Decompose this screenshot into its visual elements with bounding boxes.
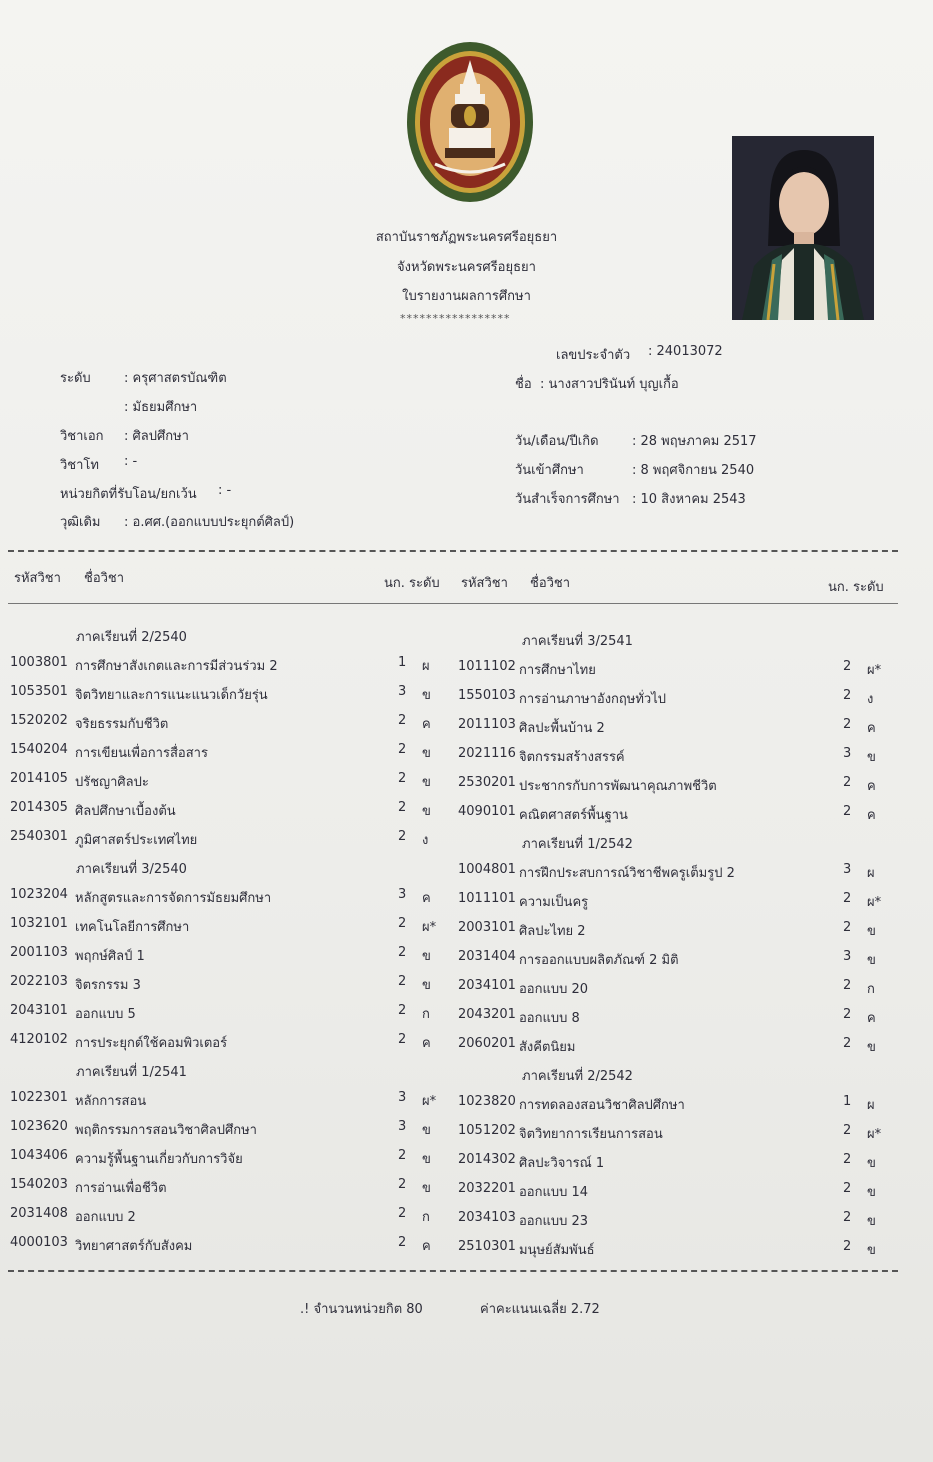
graduation-date-value: : 10 สิงหาคม 2543 [632, 492, 746, 507]
semester-heading: ภาคเรียนที่ 3/2541 [522, 634, 633, 649]
graduation-date-label: วันสำเร็จการศึกษา [515, 492, 620, 507]
course-code: 2540301 [10, 829, 68, 844]
course-code: 1540204 [10, 742, 68, 757]
course-code: 2011103 [458, 717, 516, 732]
course-name: ประชากรกับการพัฒนาคุณภาพชีวิต [519, 779, 717, 794]
course-code: 2060201 [458, 1036, 516, 1051]
course-grade: ข [867, 953, 876, 968]
minor-value: : - [124, 454, 138, 469]
student-name-value: : นางสาวปรินันท์ บุญเกื้อ [540, 377, 679, 392]
course-grade: ก [422, 1007, 430, 1022]
course-grade: ข [867, 1185, 876, 1200]
course-name: การออกแบบผลิตภัณฑ์ 2 มิติ [519, 953, 679, 968]
semester-heading: ภาคเรียนที่ 2/2542 [522, 1069, 633, 1084]
course-name: ปรัชญาศิลปะ [75, 775, 149, 790]
course-credit: 3 [843, 862, 852, 877]
institution-name: สถาบันราชภัฏพระนครศรีอยุธยา [375, 230, 558, 245]
course-code: 2014302 [458, 1152, 516, 1167]
course-credit: 2 [398, 1003, 407, 1018]
col-head-name-left: ชื่อวิชา [84, 571, 125, 586]
course-credit: 1 [398, 655, 407, 670]
course-name: ศิลปะพื้นบ้าน 2 [519, 721, 605, 736]
total-credits: .! จำนวนหน่วยกิต 80 [300, 1302, 423, 1317]
course-credit: 3 [398, 1090, 407, 1105]
course-name: ความเป็นครู [519, 895, 589, 910]
course-code: 4000103 [10, 1235, 68, 1250]
course-credit: 2 [398, 771, 407, 786]
course-credit: 2 [843, 1181, 852, 1196]
course-code: 2031408 [10, 1206, 68, 1221]
course-code: 1053501 [10, 684, 68, 699]
course-credit: 2 [398, 1032, 407, 1047]
course-code: 2031404 [458, 949, 516, 964]
table-header-rule [8, 603, 898, 604]
enter-date-label: วันเข้าศึกษา [515, 463, 584, 478]
semester-heading: ภาคเรียนที่ 1/2542 [522, 837, 633, 852]
course-code: 1540203 [10, 1177, 68, 1192]
course-credit: 2 [398, 1206, 407, 1221]
col-head-code-right: รหัสวิชา [461, 576, 508, 591]
course-grade: ข [867, 1243, 876, 1258]
course-credit: 2 [843, 1036, 852, 1051]
course-credit: 2 [398, 1148, 407, 1163]
course-credit: 2 [843, 1239, 852, 1254]
course-name: ศิลปะวิจารณ์ 1 [519, 1156, 605, 1171]
course-name: ออกแบบ 8 [519, 1011, 580, 1026]
course-credit: 3 [398, 684, 407, 699]
course-name: การเขียนเพื่อการสื่อสาร [75, 746, 208, 761]
course-grade: ผ* [867, 663, 882, 678]
course-name: ศิลปศึกษาเบื้องต้น [75, 804, 176, 819]
course-name: จิตวิทยาและการแนะแนวเด็กวัยรุ่น [75, 688, 268, 703]
course-credit: 2 [843, 659, 852, 674]
course-grade: ข [867, 1214, 876, 1229]
transfer-credits-label: หน่วยกิตที่รับโอน/ยกเว้น [60, 487, 197, 502]
course-code: 2022103 [10, 974, 68, 989]
course-credit: 2 [843, 891, 852, 906]
course-credit: 2 [843, 1152, 852, 1167]
course-name: วิทยาศาสตร์กับสังคม [75, 1239, 193, 1254]
course-name: เทคโนโลยีการศึกษา [75, 920, 190, 935]
course-name: หลักสูตรและการจัดการมัธยมศึกษา [75, 891, 272, 906]
course-grade: ข [867, 1156, 876, 1171]
semester-heading: ภาคเรียนที่ 1/2541 [76, 1065, 187, 1080]
table-bottom-rule [8, 1270, 898, 1272]
course-name: คณิตศาสตร์พื้นฐาน [519, 808, 628, 823]
course-name: พฤกษ์ศิลป์ 1 [75, 949, 145, 964]
course-credit: 3 [398, 1119, 407, 1134]
course-code: 2003101 [458, 920, 516, 935]
course-grade: ข [867, 924, 876, 939]
course-grade: ข [422, 804, 431, 819]
course-code: 1051202 [458, 1123, 516, 1138]
course-credit: 2 [398, 916, 407, 931]
course-grade: ก [422, 1210, 430, 1225]
major-label: วิชาเอก [60, 429, 104, 444]
col-head-code-left: รหัสวิชา [14, 571, 61, 586]
transfer-credits-value: : - [218, 483, 232, 498]
semester-heading: ภาคเรียนที่ 3/2540 [76, 862, 187, 877]
birth-date-label: วัน/เดือน/ปีเกิด [515, 434, 599, 449]
course-grade: ข [422, 978, 431, 993]
course-grade: ข [422, 1181, 431, 1196]
major-value: : ศิลปศึกษา [124, 429, 189, 444]
minor-label: วิชาโท [60, 458, 99, 473]
course-code: 1032101 [10, 916, 68, 931]
course-credit: 2 [398, 713, 407, 728]
course-grade: ผ [867, 866, 875, 881]
course-code: 4120102 [10, 1032, 68, 1047]
course-grade: ผ* [422, 1094, 437, 1109]
course-name: ออกแบบ 14 [519, 1185, 589, 1200]
course-credit: 2 [843, 920, 852, 935]
course-code: 4090101 [458, 804, 516, 819]
course-grade: ค [422, 891, 431, 906]
course-credit: 2 [843, 978, 852, 993]
course-name: ออกแบบ 23 [519, 1214, 589, 1229]
header-stars: ***************** [400, 312, 511, 325]
course-code: 1004801 [458, 862, 516, 877]
course-name: จิตกรรมสร้างสรรค์ [519, 750, 625, 765]
course-name: มนุษย์สัมพันธ์ [519, 1243, 595, 1258]
course-grade: ข [422, 688, 431, 703]
course-grade: ง [422, 833, 429, 848]
course-grade: ผ [422, 659, 430, 674]
course-credit: 2 [843, 688, 852, 703]
course-credit: 2 [843, 804, 852, 819]
course-name: จิตวิทยาการเรียนการสอน [519, 1127, 663, 1142]
course-credit: 3 [398, 887, 407, 902]
course-grade: ค [422, 717, 431, 732]
course-code: 1022301 [10, 1090, 68, 1105]
course-grade: ค [867, 721, 876, 736]
course-credit: 1 [843, 1094, 852, 1109]
table-top-rule [8, 550, 898, 552]
course-credit: 2 [843, 1007, 852, 1022]
course-name: การอ่านเพื่อชีวิต [75, 1181, 167, 1196]
course-name: การศึกษาไทย [519, 663, 596, 678]
course-grade: ข [422, 1152, 431, 1167]
course-grade: ผ [867, 1098, 875, 1113]
course-code: 2530201 [458, 775, 516, 790]
course-code: 1043406 [10, 1148, 68, 1163]
course-credit: 2 [398, 742, 407, 757]
course-credit: 2 [398, 974, 407, 989]
course-code: 2034103 [458, 1210, 516, 1225]
course-grade: ข [422, 1123, 431, 1138]
course-name: ออกแบบ 5 [75, 1007, 136, 1022]
course-name: ความรู้พื้นฐานเกี่ยวกับการวิจัย [75, 1152, 243, 1167]
document-title: ใบรายงานผลการศึกษา [402, 289, 531, 304]
course-code: 1011102 [458, 659, 516, 674]
col-head-credit-grade-left: นก. ระดับ [384, 576, 440, 591]
course-code: 2001103 [10, 945, 68, 960]
course-credit: 2 [843, 717, 852, 732]
course-code: 2032201 [458, 1181, 516, 1196]
course-code: 1520202 [10, 713, 68, 728]
course-code: 2021116 [458, 746, 516, 761]
course-credit: 2 [398, 945, 407, 960]
institution-seal-logo [405, 40, 535, 204]
course-code: 1550103 [458, 688, 516, 703]
course-grade: ข [422, 949, 431, 964]
course-grade: ค [422, 1239, 431, 1254]
course-code: 2014105 [10, 771, 68, 786]
course-name: ออกแบบ 2 [75, 1210, 136, 1225]
birth-date-value: : 28 พฤษภาคม 2517 [632, 434, 757, 449]
course-grade: ง [867, 692, 874, 707]
level-value: : ครุศาสตรบัณฑิต [124, 371, 227, 386]
course-name: พฤติกรรมการสอนวิชาศิลปศึกษา [75, 1123, 257, 1138]
student-id-label: เลขประจำตัว [556, 348, 631, 363]
course-credit: 2 [398, 1177, 407, 1192]
prior-degree-label: วุฒิเดิม [60, 515, 101, 530]
course-name: การทดลองสอนวิชาศิลปศึกษา [519, 1098, 685, 1113]
student-name-label: ชื่อ [515, 377, 532, 392]
course-code: 2034101 [458, 978, 516, 993]
level-value-secondary: : มัธยมศึกษา [124, 400, 198, 415]
course-code: 2043101 [10, 1003, 68, 1018]
course-credit: 2 [843, 1210, 852, 1225]
course-credit: 2 [843, 1123, 852, 1138]
student-id-value: : 24013072 [648, 344, 723, 359]
course-grade: ค [867, 1011, 876, 1026]
course-grade: ผ* [867, 895, 882, 910]
course-name: จริยธรรมกับชีวิต [75, 717, 169, 732]
course-name: สังคีตนิยม [519, 1040, 576, 1055]
course-credit: 2 [843, 775, 852, 790]
level-label: ระดับ [60, 371, 91, 386]
course-code: 2043201 [458, 1007, 516, 1022]
course-grade: ข [422, 746, 431, 761]
course-code: 1023204 [10, 887, 68, 902]
course-name: การประยุกต์ใช้คอมพิวเตอร์ [75, 1036, 228, 1051]
course-code: 1023820 [458, 1094, 516, 1109]
course-name: ภูมิศาสตร์ประเทศไทย [75, 833, 198, 848]
course-name: การฝึกประสบการณ์วิชาชีพครูเต็มรูป 2 [519, 866, 735, 881]
course-grade: ค [867, 779, 876, 794]
course-credit: 2 [398, 1235, 407, 1250]
course-credit: 2 [398, 800, 407, 815]
course-name: ศิลปะไทย 2 [519, 924, 586, 939]
grade-point-average: ค่าคะแนนเฉลี่ย 2.72 [480, 1302, 600, 1317]
course-grade: ข [867, 1040, 876, 1055]
course-name: การอ่านภาษาอังกฤษทั่วไป [519, 692, 667, 707]
col-head-credit-grade-right: นก. ระดับ [828, 580, 884, 595]
enter-date-value: : 8 พฤศจิกายน 2540 [632, 463, 755, 478]
course-name: จิตรกรรม 3 [75, 978, 141, 993]
course-grade: ค [867, 808, 876, 823]
course-credit: 3 [843, 949, 852, 964]
course-name: การศึกษาสังเกตและการมีส่วนร่วม 2 [75, 659, 278, 674]
course-code: 1023620 [10, 1119, 68, 1134]
col-head-name-right: ชื่อวิชา [530, 576, 571, 591]
course-grade: ข [867, 750, 876, 765]
course-grade: ค [422, 1036, 431, 1051]
course-grade: ก [867, 982, 875, 997]
course-grade: ผ* [422, 920, 437, 935]
semester-heading: ภาคเรียนที่ 2/2540 [76, 630, 187, 645]
province-name: จังหวัดพระนครศรีอยุธยา [397, 260, 536, 275]
course-code: 2014305 [10, 800, 68, 815]
course-credit: 3 [843, 746, 852, 761]
course-code: 1011101 [458, 891, 516, 906]
course-name: หลักการสอน [75, 1094, 147, 1109]
course-code: 2510301 [458, 1239, 516, 1254]
prior-degree-value: : อ.ศศ.(ออกแบบประยุกต์ศิลป์) [124, 515, 295, 530]
course-code: 1003801 [10, 655, 68, 670]
course-credit: 2 [398, 829, 407, 844]
course-name: ออกแบบ 20 [519, 982, 589, 997]
course-grade: ผ* [867, 1127, 882, 1142]
course-grade: ข [422, 775, 431, 790]
